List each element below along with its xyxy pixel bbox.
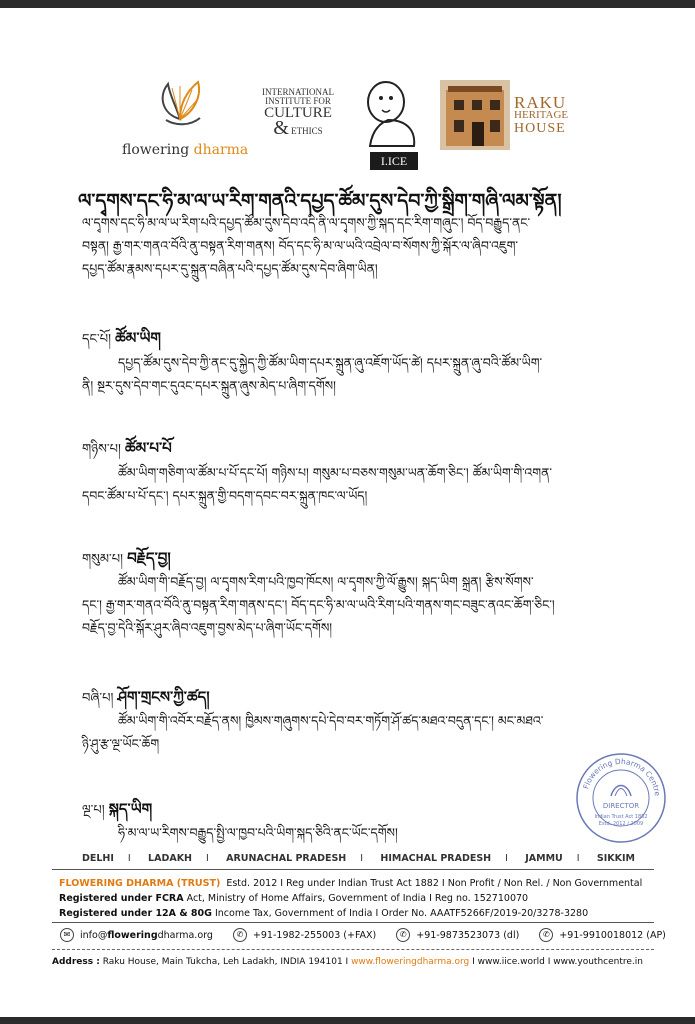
email-icon: ✉ [60, 928, 74, 942]
location: SIKKIM [596, 853, 635, 864]
phone-contact-1[interactable]: ✆ +91-1982-255003 (+FAX) [233, 928, 376, 942]
stamp-line1: Indian Trust Act 1882 [594, 814, 648, 820]
location: LADAKH [148, 853, 193, 864]
header-logos [0, 50, 695, 168]
section-number: གསུམ་པ། [82, 552, 124, 567]
building-icon [440, 80, 510, 150]
section-number: དང་པོ། [82, 332, 111, 347]
stamp-line2: Estd. 2012 / 2009 [598, 821, 644, 827]
section-number: བཞི་པ། [82, 691, 114, 706]
stamp-role: DIRECTOR [602, 802, 640, 810]
section-title: བརྗོད་བྱ། [127, 549, 171, 567]
org-name: FLOWERING DHARMA (TRUST) [59, 878, 221, 889]
intro-line: དཔྱད་ཚོམ་རྣམས་དཔར་དུ་སྐྲུན་བཞིན་པའི་དཔྱད་ཚོམ་དུས་དེབ་ཞིག་ཡིན། [82, 261, 378, 276]
footer-divider [52, 869, 654, 870]
phone-icon: ✆ [233, 928, 247, 942]
iice-badge: I.ICE [370, 152, 418, 170]
document-title: ལ་དྭགས་དང་ཧི་མ་ལ་ཡ་རིག་གནའི་དཔྱད་ཚོམ་དུས་དེབ་ཀྱི་སྒྲིག་གཞི་ལམ་སྟོན། [78, 190, 562, 212]
registration-info [59, 876, 642, 921]
location-separator: I [360, 853, 364, 864]
address-line: Address : Raku House, Main Tukcha, Leh Ladakh, INDIA 194101 I www.floweringdharma.org I www.iice.world I www.youthcentre.in [52, 957, 643, 967]
section-line: དཔྱད་ཚོམ་དུས་དེབ་ཀྱི་ནང་དུ་སྐྱེད་ཀྱི་ཚོམ་ཡིག་དཔར་སྐྲུན་ཞུ་འཇོག་ཡོད་ཚེ། དཔར་སྐྲུན་ཞུ་བའི་ཚོམ་ཡིག་ [118, 355, 543, 370]
website-link[interactable]: www.floweringdharma.org [351, 957, 470, 967]
registration-line-2: Registered under FCRA Act, Ministry of Home Affairs, Government of India I Reg no. 152710070 [59, 893, 529, 904]
stamp-ring-text: Flowering Dharma Centre [581, 756, 662, 797]
location-separator: I [127, 853, 131, 864]
section-line: ཉི་ཤུ་རྩ་ལྔ་ཡོང་ཆོག [82, 736, 160, 751]
raku-heritage-house-logo [440, 80, 580, 180]
location-separator: I [576, 853, 580, 864]
section-title: ཚོམ་ཡིག [115, 329, 161, 347]
flowering-dharma-wordmark: flowering dharma [122, 142, 249, 158]
section-number: གཉིས་པ། [82, 442, 121, 457]
section-body-4 [82, 709, 544, 755]
lion-icon [364, 80, 420, 150]
section-body-5 [118, 821, 398, 844]
phone-contact-3[interactable]: ✆ +91-9910018012 (AP) [539, 928, 666, 942]
intro-line: བསྟན། རྒྱ་གར་གནའ་བོའི་ནུ་བསྟན་རིག་གནས། བོད་དང་ཧི་མ་ལ་ཡའི་འབྲེལ་བ་སོགས་ཀྱི་སྐོར་ལ་ཞིབ་འཇུག་ [82, 238, 519, 253]
footer-divider [52, 922, 654, 923]
phone-icon: ✆ [396, 928, 410, 942]
section-title: སྐད་ཡིག [108, 800, 153, 818]
location: ARUNACHAL PRADESH [226, 853, 347, 864]
flowering-dharma-logo [120, 72, 249, 162]
iice-wordmark: INTERNATIONAL INSTITUTE FOR CULTURE & ETHICS [262, 87, 334, 139]
intro-line: ལ་དྭགས་དང་ཧི་མ་ལ་ཡ་རིག་པའི་དཔྱད་ཚོམ་དུས་དེབ་འདི་ནི་ལ་དྭགས་ཀྱི་སྐད་དང་རིག་གཞུང་། བོད་བརྒྱུད་ནང་ [82, 215, 531, 230]
website-link[interactable]: www.youthcentre.in [553, 957, 643, 967]
section-body-1 [82, 351, 543, 397]
director-stamp [575, 752, 667, 844]
contact-row [60, 928, 686, 942]
bottom-border [0, 1017, 695, 1024]
section-line: དང་། རྒྱ་གར་གནའ་བོའི་ནུ་བསྟན་རིག་གནས་དང་། བོད་དང་ཧི་མ་ལ་ཡའི་རིག་པའི་གནས་གང་བཟུང་ནའང་ཆོག་ཅིང་། [82, 597, 555, 612]
section-line: བརྗོད་བྱ་དེའི་སྐོར་ཤུར་ཞིབ་འཇུག་བྱས་མེད་པ་ཞིག་ཡོང་དགོས། [82, 620, 333, 635]
intro-paragraph [82, 211, 530, 280]
phone-contact-2[interactable]: ✆ +91-9873523073 (dl) [396, 928, 519, 942]
section-line: ཚོམ་ཡིག་གཅིག་ལ་ཚོམ་པ་པོ་དང་པོ། གཉིས་པ། གསུམ་པ་བཅས་གསུམ་ཡན་ཆོག་ཅིང་། ཚོམ་ཡིག་གི་འགན་ [118, 465, 553, 480]
section-body-2 [82, 461, 553, 507]
phone-icon: ✆ [539, 928, 553, 942]
registration-line-3: Registered under 12A & 80G Income Tax, Government of India I Order No. AAATF5266F/2019-20/3278-3280 [59, 908, 589, 919]
section-number: ལྔ་པ། [82, 803, 105, 818]
location-separator: I [206, 853, 209, 864]
footer-locations [82, 853, 649, 864]
location: DELHI [82, 853, 114, 864]
registration-line-1: FLOWERING DHARMA (TRUST) Estd. 2012 I Reg under Indian Trust Act 1882 I Non Profit / Non Rel. / Non Governmental [59, 878, 643, 889]
section-title: ཤོག་གྲངས་ཀྱི་ཚད། [117, 688, 210, 706]
lotus-icon [150, 74, 210, 134]
section-title: ཚོམ་པ་པོ [124, 439, 172, 457]
top-border [0, 0, 695, 8]
section-line: ཚོམ་ཡིག་གི་འབོར་བརྗོད་ནས། ཁྱིམས་གཞུགས་དཔེ་དེབ་བར་གཏོག་ཤོ་ཚད་མཐའ་བདུན་དང་། མང་མཐའ་ [118, 713, 544, 728]
website-link[interactable]: www.iice.world [477, 957, 545, 967]
section-body-3 [82, 570, 555, 639]
location-separator: I [505, 853, 508, 864]
footer-dashed-divider [52, 949, 654, 950]
stamp-seal [575, 752, 667, 844]
location: JAMMU [525, 853, 563, 864]
raku-wordmark: RAKU HERITAGE HOUSE [514, 93, 569, 136]
email-contact[interactable]: ✉ info@ flowering dharma.org [60, 928, 213, 942]
section-line: ཧི་མ་ལ་ཡ་རིགས་བརྒྱུད་སྤྱི་ལ་ཁྱབ་པའི་ཡིག་སྐད་ཅིའི་ནང་ཡོང་དགོས། [118, 825, 398, 840]
section-line: ནི། སྔར་དུས་དེབ་གང་དུའང་དཔར་སྐྲུན་ཞུས་མེད་པ་ཞིག་དགོས། [82, 378, 336, 393]
section-line: ཚོམ་ཡིག་གི་བརྗོད་བྱ། ལ་དྭགས་རིག་པའི་ཁྱབ་ཁོངས། ལ་དྭགས་ཀྱི་ལོ་རྒྱུས། སྐད་ཡིག སྐྲན། རྩིས་སོགས་ [118, 574, 534, 589]
section-line: དབང་ཚོམ་པ་པོ་དང་། དཔར་སྐྲུན་གྱི་བདག་དབང་བར་སྐྲུན་ཁང་ལ་ཡོད། [82, 488, 368, 503]
location: HIMACHAL PRADESH [380, 853, 492, 864]
iice-logo [258, 80, 418, 180]
